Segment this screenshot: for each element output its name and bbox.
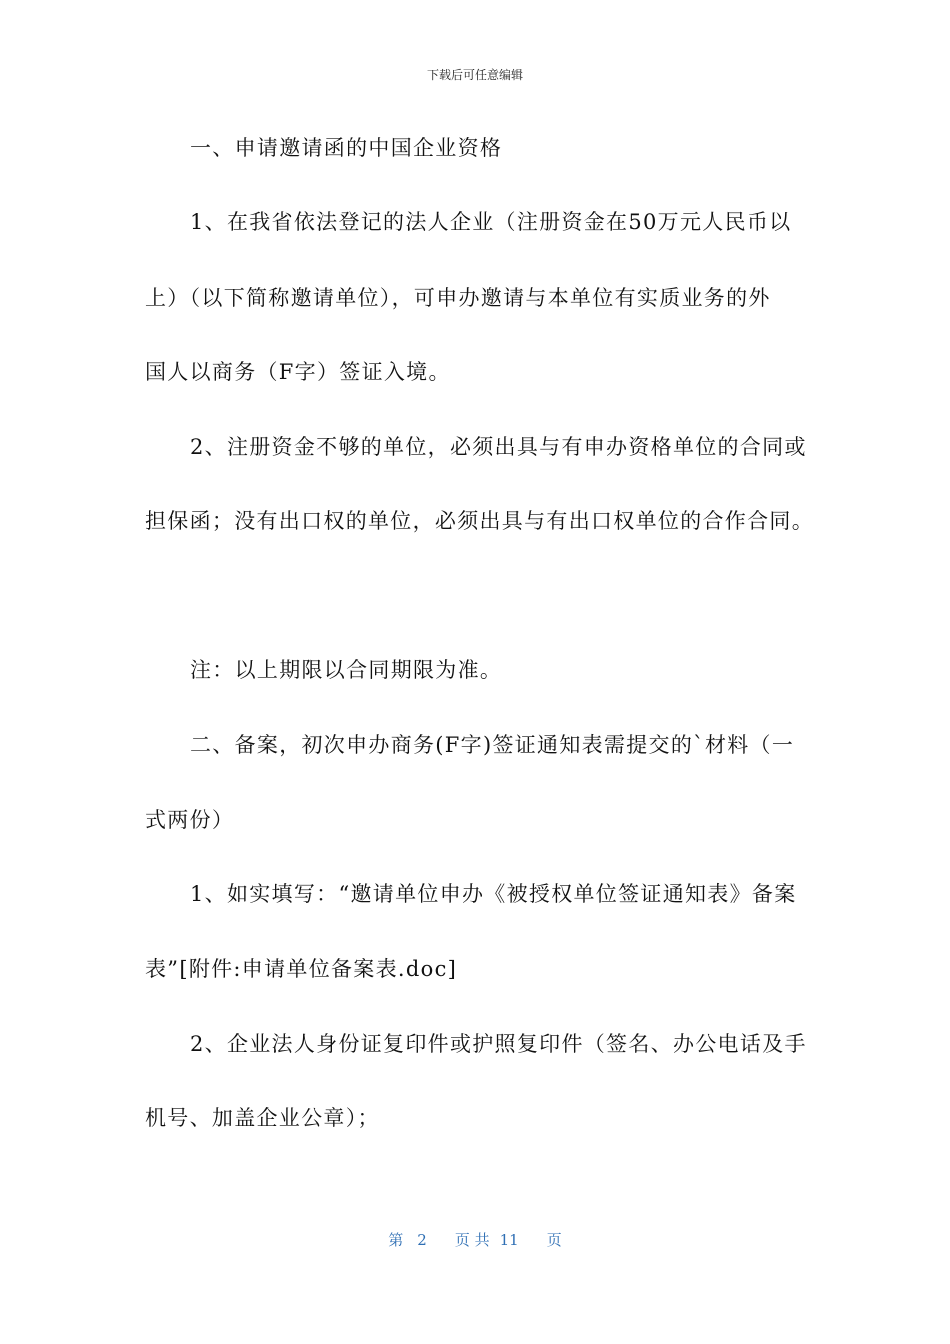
paragraph-line: 1、在我省依法登记的法人企业（注册资金在50万元人民币以 [190, 210, 792, 234]
page-footer [0, 1229, 950, 1250]
page-prefix: 第 [388, 1231, 404, 1249]
paragraph-line: 表”[附件:申请单位备案表.doc] [145, 957, 458, 981]
section-heading-2: 二、备案，初次申办商务(F字)签证通知表需提交的`材料（一 [190, 733, 795, 757]
paragraph-line: 2、企业法人身份证复印件或护照复印件（签名、办公电话及手 [190, 1032, 807, 1056]
paragraph-line: 担保函；没有出口权的单位，必须出具与有出口权单位的合作合同。 [145, 509, 814, 533]
paragraph-line: 2、注册资金不够的单位，必须出具与有申办资格单位的合同或 [190, 435, 807, 459]
paragraph-line: 1、如实填写：“邀请单位申办《被授权单位签证通知表》备案 [190, 882, 797, 906]
note-line: 注：以上期限以合同期限为准。 [190, 658, 503, 682]
header-note: 下载后可任意编辑 [426, 68, 523, 82]
total-pages-number: 11 [499, 1231, 519, 1249]
paragraph-line: 上）（以下简称邀请单位），可申办邀请与本单位有实质业务的外 [145, 286, 771, 310]
page-mid: 页 共 [454, 1231, 490, 1249]
paragraph-line: 机号、加盖企业公章）； [145, 1106, 380, 1130]
page-suffix: 页 [546, 1231, 562, 1249]
paragraph-line: 式两份） [145, 808, 235, 832]
section-heading-1: 一、申请邀请函的中国企业资格 [190, 136, 503, 160]
current-page-number: 2 [417, 1231, 427, 1249]
paragraph-line: 国人以商务（F字）签证入境。 [145, 360, 451, 384]
